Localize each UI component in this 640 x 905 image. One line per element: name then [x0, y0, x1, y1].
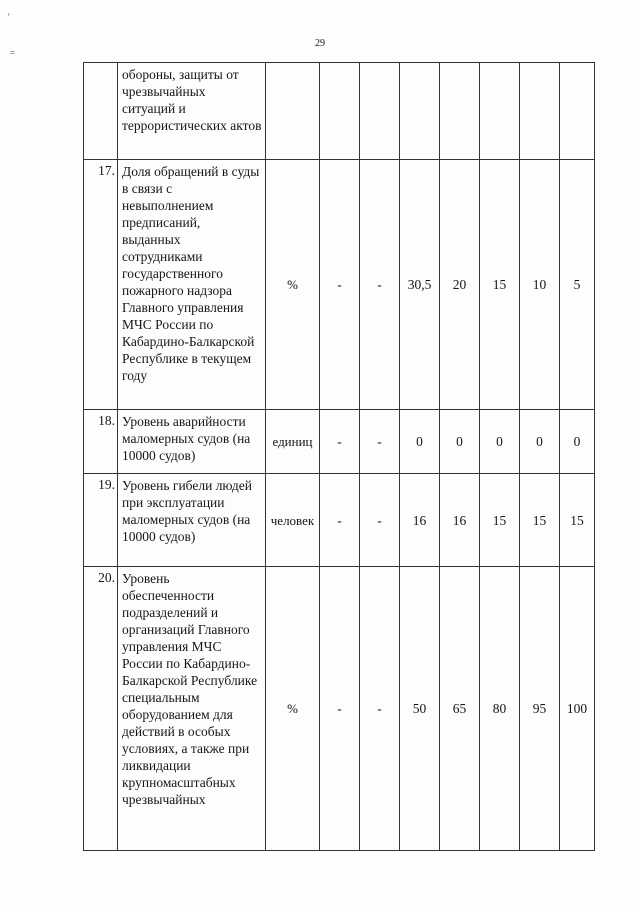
table-row [84, 567, 595, 851]
page-number: 29 [315, 38, 325, 49]
value-cell [400, 63, 440, 160]
unit-cell [266, 63, 320, 160]
table-body [84, 63, 595, 851]
unit-cell: человек [266, 474, 320, 567]
row-number: 18. [84, 410, 118, 474]
value-cell [320, 63, 360, 160]
value-cell: 15 [520, 474, 560, 567]
value-cell [360, 63, 400, 160]
table-row [84, 160, 595, 410]
unit-cell: % [266, 160, 320, 410]
row-number: 19. [84, 474, 118, 567]
value-cell: 50 [400, 567, 440, 851]
row-number: 17. [84, 160, 118, 410]
margin-mark-bottom: = [10, 48, 16, 58]
row-number: 20. [84, 567, 118, 851]
value-cell: 65 [440, 567, 480, 851]
indicator-name: Уровень гибели людей при эксплуатации маломерных судов (на 10000 судов) [118, 474, 266, 567]
value-cell: - [360, 567, 400, 851]
value-cell: 15 [480, 474, 520, 567]
indicator-name: Уровень аварийности маломерных судов (на 10000 судов) [118, 410, 266, 474]
value-cell [480, 63, 520, 160]
value-cell: - [320, 410, 360, 474]
value-cell: 0 [440, 410, 480, 474]
value-cell: - [360, 474, 400, 567]
value-cell: 20 [440, 160, 480, 410]
value-cell: 80 [480, 567, 520, 851]
value-cell: 15 [560, 474, 595, 567]
value-cell [440, 63, 480, 160]
value-cell: 10 [520, 160, 560, 410]
unit-cell: единиц [266, 410, 320, 474]
table-row [84, 410, 595, 474]
value-cell: 0 [480, 410, 520, 474]
row-number [84, 63, 118, 160]
value-cell: 16 [400, 474, 440, 567]
value-cell: - [320, 160, 360, 410]
value-cell: - [360, 160, 400, 410]
value-cell: 15 [480, 160, 520, 410]
margin-mark-top: ' [8, 12, 10, 22]
value-cell: 95 [520, 567, 560, 851]
indicators-table [83, 62, 595, 851]
table-row [84, 474, 595, 567]
value-cell: - [360, 410, 400, 474]
value-cell: 100 [560, 567, 595, 851]
value-cell: - [320, 474, 360, 567]
value-cell: 0 [520, 410, 560, 474]
indicator-name: Доля обращений в суды в связи с невыполнением предписаний, выданных сотрудниками государственного пожарного надзора Главного управления МЧС России по Кабардино-Балкарской Республике в текущем году [118, 160, 266, 410]
value-cell: 0 [560, 410, 595, 474]
value-cell [560, 63, 595, 160]
value-cell [520, 63, 560, 160]
value-cell: 16 [440, 474, 480, 567]
value-cell: - [320, 567, 360, 851]
value-cell: 0 [400, 410, 440, 474]
indicator-name: обороны, защиты от чрезвычайных ситуаций и террористических актов [118, 63, 266, 160]
indicator-name: Уровень обеспеченности подразделений и организаций Главного управления МЧС России по Кабардино-Балкарской Республике специальным оборудованием для действий в особых условиях, а также при ликвидации крупномасштабных чрезвычайных [118, 567, 266, 851]
unit-cell: % [266, 567, 320, 851]
value-cell: 30,5 [400, 160, 440, 410]
table-row [84, 63, 595, 160]
value-cell: 5 [560, 160, 595, 410]
